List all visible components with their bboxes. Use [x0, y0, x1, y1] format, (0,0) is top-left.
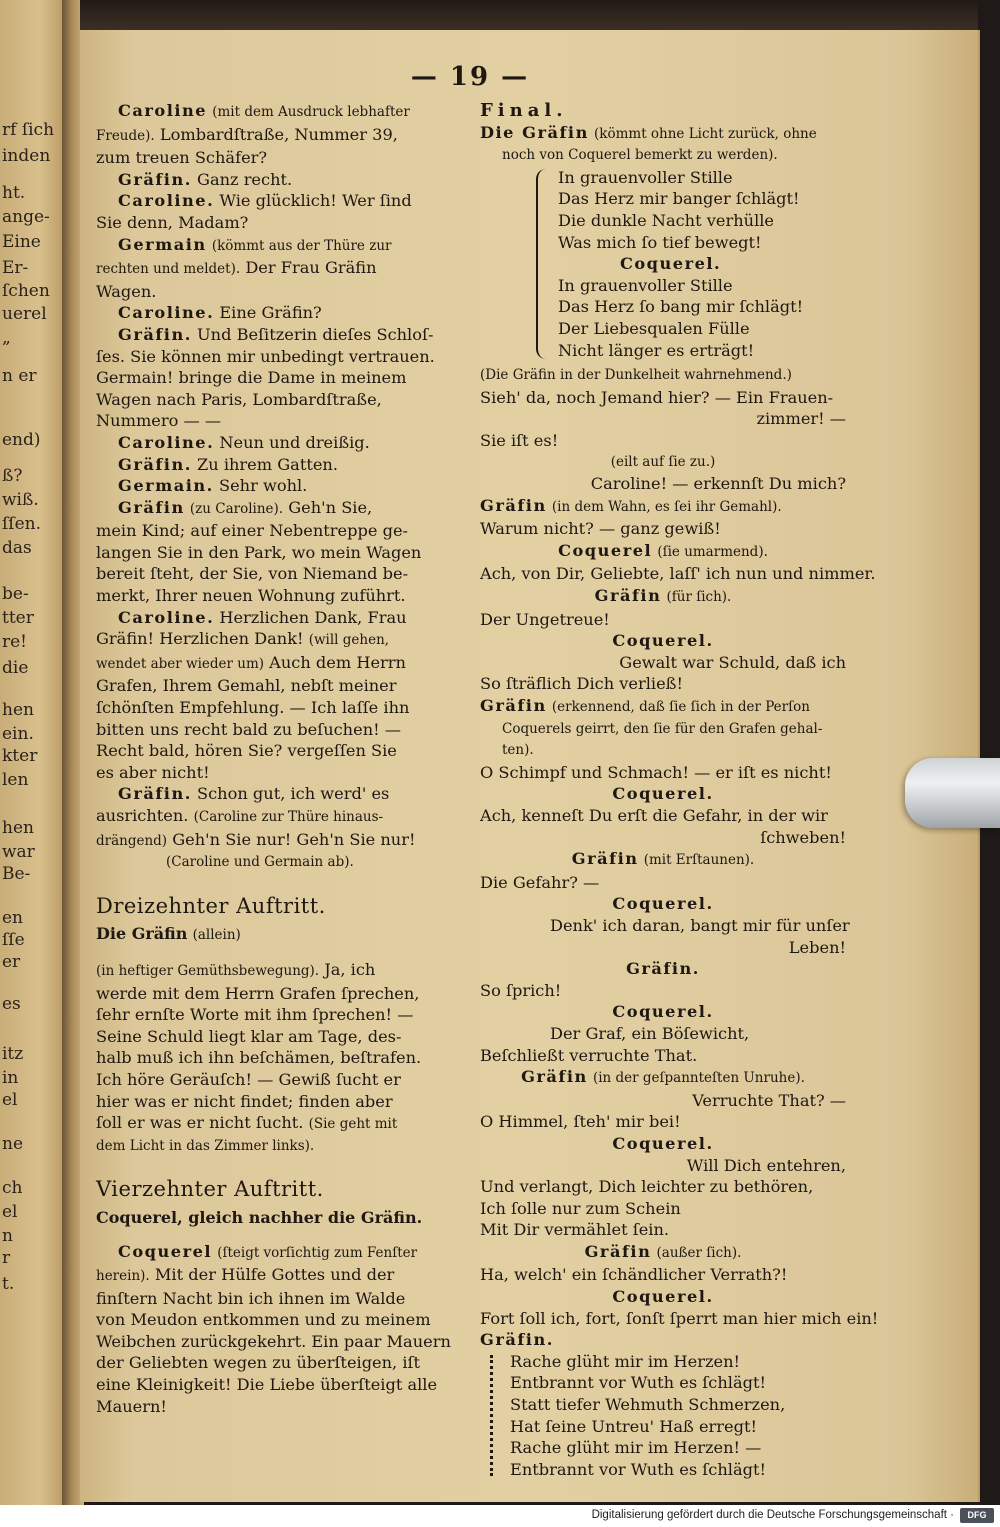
dialogue-line: Wagen.	[96, 281, 157, 301]
left-page-text-fragment: en	[2, 908, 24, 928]
stage-direction: (Caroline zur Thüre hinaus-	[193, 809, 384, 825]
dialogue-line: So ſprich!	[480, 980, 562, 1000]
dialogue-line: Grafen, Ihrem Gemahl, nebſt meiner	[96, 676, 397, 696]
left-page-text-fragment: ein.	[2, 724, 34, 744]
paragraph-germain-2	[96, 475, 464, 497]
stage-direction: dem Licht in das Zimmer links).	[96, 1137, 315, 1154]
dialogue-line: ausrichten.	[96, 806, 189, 825]
stage-direction: herein).	[96, 1268, 150, 1285]
dialogue-line: Mit der Hülfe Gottes und der	[154, 1265, 395, 1285]
speaker-name: Coquerel.	[612, 631, 714, 651]
speaker-name: Caroline.	[118, 432, 215, 452]
left-page-text-fragment: es	[2, 994, 21, 1014]
verse-line: Statt tiefer Wehmuth Schmerzen,	[510, 1395, 786, 1415]
stage-direction: (in dem Wahn, es ſei ihr Gemahl).	[551, 498, 782, 515]
paragraph-grafin-3	[96, 454, 464, 476]
dialogue-line: halb muß ich ihn beſchämen, beſtrafen.	[96, 1048, 422, 1068]
stage-direction: Coquerels geirrt, den ſie für den Grafen gehal-	[502, 720, 823, 737]
dialogue-line: bitten uns recht bald zu beſuchen! —	[96, 719, 401, 739]
paragraph-grafin-4	[96, 497, 464, 607]
dialogue-line: eine Kleinigkeit! Die Liebe überſteigt alle	[96, 1375, 438, 1395]
stage-direction: (Die Gräfin in der Dunkelheit wahrnehmend.)	[480, 367, 792, 384]
dialogue-line: Mauern!	[96, 1396, 167, 1416]
verse-line: Der Liebesqualen Fülle	[558, 318, 750, 338]
verse-line: Rache glüht mir im Herzen! —	[510, 1438, 762, 1458]
speaker-name: Gräfin.	[480, 1330, 554, 1350]
left-page-text-fragment: er	[2, 952, 21, 972]
dialogue-line: hier was er nicht findet; finden aber	[96, 1091, 393, 1111]
stage-direction: drängend)	[96, 832, 168, 849]
left-page-text-fragment: el	[2, 1090, 18, 1110]
verse-block-3	[480, 1351, 846, 1481]
dialogue-line: Sieh' da, noch Jemand hier? — Ein Frauen-	[480, 387, 834, 407]
verse-line: Entbrannt vor Wuth es ſchlägt!	[510, 1373, 766, 1393]
dialogue-line: Sie iſt es!	[480, 430, 559, 450]
left-page-text-fragment: r	[2, 1248, 11, 1268]
stage-direction: (erkennend, daß ſie ſich in der Perſon	[551, 699, 810, 716]
speaker-name: Caroline.	[118, 191, 215, 211]
left-page-text-fragment: Er-	[2, 258, 29, 278]
left-page-text-fragment: ſchen	[2, 281, 50, 301]
coquerel-lines-1	[480, 387, 846, 495]
dialogue-line: Und Beſitzerin dieſes Schloſ-	[197, 324, 434, 344]
grafin-reply-1	[480, 495, 846, 540]
left-page-fragment	[0, 0, 66, 1505]
footer-credit: Digitalisierung gefördert durch die Deutsche Forschungsgemeinschaft ·	[591, 1509, 954, 1521]
dialogue-line: Geh'n Sie nur! Geh'n Sie nur!	[172, 829, 416, 849]
dialogue-line: Zu ihrem Gatten.	[197, 454, 338, 474]
verse-line: Entbrannt vor Wuth es ſchlägt!	[510, 1459, 766, 1479]
speaker-name: Coquerel.	[612, 784, 714, 804]
dialogue-line: ſchweben!	[760, 827, 846, 847]
paragraph-grafin-monologue	[96, 959, 464, 1157]
dialogue-line: So ſträflich Dich verließ!	[480, 674, 683, 694]
dialogue-line: zum treuen Schäfer?	[96, 148, 268, 168]
stage-direction: (kömmt aus der Thüre zur	[211, 237, 392, 254]
left-page-text-fragment: Eine	[2, 232, 41, 252]
final-intro	[480, 122, 846, 167]
stage-direction: (ſie umarmend).	[657, 543, 768, 560]
speaker-name: Coquerel.	[612, 1002, 714, 1022]
left-page-text-fragment: uerel	[2, 304, 47, 324]
speaker-name: Gräfin	[571, 849, 639, 869]
left-page-text-fragment: hen	[2, 700, 34, 720]
speaker-name: Gräfin.	[118, 454, 192, 474]
page-top-shadow	[80, 0, 978, 30]
stage-direction: (in heftiger Gemüthsbewegung).	[96, 962, 320, 979]
dialogue-line: Germain! bringe die Dame in meinem	[96, 368, 407, 388]
dfg-logo: DFG	[960, 1508, 994, 1523]
dialogue-line: der Geliebten wegen zu überſteigen, iſt	[96, 1353, 421, 1373]
speaker-name: Die Gräfin	[480, 122, 589, 142]
dialogue-line: ſchönſten Empfehlung. — Ich laſſe ihn	[96, 698, 410, 718]
dialogue-line: Auch dem Herrn	[269, 652, 406, 672]
dialogue-line: ſoll er was er nicht ſucht.	[96, 1113, 304, 1133]
scene-title: Dreizehnter Auftritt.	[96, 893, 326, 918]
left-page-text-fragment: ß?	[2, 466, 23, 486]
grafin-reply-7	[480, 1241, 846, 1286]
dialogue-line: Schon gut, ich werd' es	[197, 784, 390, 804]
dialogue-line: bereit ſteht, der Sie, von Niemand be-	[96, 564, 409, 584]
paragraph-grafin-2	[96, 324, 464, 432]
left-page-text-fragment: ſſe	[2, 930, 25, 950]
verse-line: Das Herz ſo bang mir ſchlägt!	[558, 297, 804, 317]
dialogue-line: Sie denn, Madam?	[96, 212, 249, 232]
left-page-text-fragment: re!	[2, 632, 28, 652]
left-page-text-fragment: in	[2, 1068, 19, 1088]
paragraph-caroline-3	[96, 302, 464, 324]
left-page-text-fragment: ch	[2, 1178, 23, 1198]
speaker-name: Gräfin	[480, 495, 547, 515]
speaker-name: Coquerel.	[612, 1133, 714, 1153]
dialogue-line: Ich ſolle nur zum Schein	[480, 1198, 681, 1218]
left-page-text-fragment: t.	[2, 1274, 15, 1294]
verse-line: Was mich ſo tief bewegt!	[558, 232, 762, 252]
dialogue-line: zimmer! —	[756, 409, 846, 429]
dialogue-line: Eine Gräfin?	[219, 303, 322, 323]
left-page-text-fragment: kter	[2, 746, 38, 766]
dialogue-line: Der Frau Gräfin	[245, 258, 377, 278]
speaker-name: Coquerel.	[612, 894, 714, 914]
dialogue-line: von Meudon entkommen und zu meinem	[96, 1310, 431, 1330]
verse-bar-decoration	[490, 1355, 493, 1477]
grafin-reply-4	[480, 848, 846, 893]
verse-line: In grauenvoller Stille	[558, 275, 733, 295]
speaker-name: Coquerel.	[620, 254, 722, 274]
left-page-text-fragment: „	[2, 328, 11, 348]
dialogue-line: Denk' ich daran, bangt mir für unſer	[550, 915, 850, 935]
scene-subtitle	[96, 923, 464, 947]
scene-subtitle: Coquerel, gleich nachher die Gräfin.	[96, 1207, 423, 1227]
speaker-name: Coquerel	[558, 540, 653, 560]
dialogue-line: Sehr wohl.	[218, 476, 308, 496]
left-page-text-fragment: itz	[2, 1044, 24, 1064]
dialogue-line: Ach, kenneſt Du erſt die Gefahr, in der wir	[480, 806, 828, 825]
dialogue-line: Ach, von Dir, Geliebte, laſſ' ich nun und nimmer.	[480, 564, 876, 584]
dialogue-line: Ganz recht.	[197, 169, 293, 189]
section-title-final: Final.	[480, 100, 568, 121]
dialogue-line: Recht bald, hören Sie? vergeſſen Sie	[96, 741, 397, 761]
speaker-name: Caroline	[118, 101, 208, 120]
speaker-name: Germain.	[118, 476, 214, 496]
verse-line: Das Herz mir banger ſchlägt!	[558, 189, 800, 209]
coquerel-lines-7	[480, 1133, 846, 1241]
dialogue-line: Ich höre Geräuſch! — Gewiß ſucht er	[96, 1069, 401, 1089]
dialogue-line: Die Gefahr? —	[480, 872, 600, 892]
paragraph-caroline-5	[96, 607, 464, 784]
left-page-text-fragment: ſſen.	[2, 514, 41, 534]
dialogue-line: Seine Schuld liegt klar am Tage, des-	[96, 1026, 402, 1046]
dialogue-line: Ha, welch' ein ſchändlicher Verrath?!	[480, 1265, 788, 1285]
page-clip	[905, 758, 1000, 828]
stage-direction: (außer ſich).	[656, 1244, 742, 1261]
dialogue-line: Wagen nach Paris, Lombardſtraße,	[96, 389, 382, 409]
dialogue-line: finſtern Nacht bin ich ihnen im Walde	[96, 1288, 406, 1308]
stage-direction: (in der geſpannteſten Unruhe).	[592, 1070, 805, 1087]
stage-direction: (kömmt ohne Licht zurück, ohne	[594, 125, 817, 142]
stage-direction: (mit dem Ausdruck lebhafter	[212, 104, 410, 120]
brace-decoration	[536, 169, 550, 359]
speaker-name: Caroline.	[118, 303, 215, 323]
left-page-text-fragment: ht.	[2, 183, 26, 203]
dialogue-line: Caroline! — erkennſt Du mich?	[590, 474, 846, 494]
dialogue-line: werde mit dem Herrn Grafen ſprechen,	[96, 983, 420, 1003]
dialogue-line: Der Ungetreue!	[480, 609, 610, 629]
left-page-text-fragment: end)	[2, 430, 41, 450]
coquerel-lines-5	[480, 893, 850, 958]
paragraph-grafin-5	[96, 783, 464, 873]
speaker-name: Gräfin	[480, 696, 547, 716]
dialogue-line: Nummero — —	[96, 411, 222, 431]
grafin-reply-2	[480, 585, 846, 630]
dialogue-line: Gewalt war Schuld, daß ich	[619, 652, 846, 672]
dialogue-line: Wie glücklich! Wer ſind	[219, 191, 412, 211]
stage-direction: rechten und meldet).	[96, 261, 241, 278]
stage-direction: (Sie geht mit	[308, 1116, 398, 1133]
dialogue-line: Und verlangt, Dich leichter zu bethören,	[480, 1177, 814, 1197]
dialogue-line: Fort ſoll ich, fort, ſonſt ſperrt man hier mich ein!	[480, 1308, 879, 1328]
speaker-name: Gräfin	[584, 1241, 652, 1261]
left-page-text-fragment: ne	[2, 1134, 24, 1154]
stage-direction: noch von Coquerel bemerkt zu werden).	[502, 147, 778, 164]
verse-line: Nicht länger es erträgt!	[558, 340, 755, 360]
paragraph-caroline-2	[96, 190, 464, 233]
grafin-reply-6	[480, 1066, 846, 1133]
footer-bar	[0, 1505, 1000, 1527]
paragraph-grafin-1	[96, 169, 464, 191]
coquerel-lines-4	[480, 783, 846, 848]
speaker-name: Gräfin.	[118, 324, 192, 344]
left-page-text-fragment: die	[2, 658, 29, 678]
right-column	[480, 100, 879, 1480]
left-page-text-fragment: el	[2, 1202, 18, 1222]
left-page-text-fragment: tter	[2, 608, 34, 628]
left-page-text-fragment: hen	[2, 818, 34, 838]
speaker-name: Gräfin	[521, 1067, 588, 1087]
speaker-name: Caroline.	[118, 607, 215, 627]
dialogue-line: Leben!	[788, 937, 846, 957]
dialogue-line: O Himmel, ſteh' mir bei!	[480, 1112, 681, 1132]
scene-title: Vierzehnter Auftritt.	[96, 1177, 324, 1202]
stage-direction: (Caroline und Germain ab).	[166, 854, 354, 871]
speaker-name: Gräfin	[594, 586, 662, 606]
paragraph-germain-1	[96, 234, 464, 303]
stage-direction: (mit Erſtaunen).	[643, 852, 755, 869]
dialogue-line: Verruchte That? —	[692, 1090, 846, 1110]
dialogue-line: Herzlichen Dank, Frau	[219, 607, 407, 627]
dialogue-line: Weibchen zurückgekehrt. Ein paar Mauern	[96, 1331, 451, 1351]
paragraph-caroline-1	[96, 100, 464, 169]
coquerel-lines-6	[480, 1001, 846, 1066]
left-page-text-fragment: war	[2, 842, 35, 862]
left-page-text-fragment: das	[2, 538, 32, 558]
grafin-reply-5	[480, 958, 846, 1001]
verse-line: Die dunkle Nacht verhülle	[558, 210, 775, 230]
verse-line: Rache glüht mir im Herzen!	[510, 1351, 741, 1371]
speaker-name: Gräfin	[118, 497, 185, 517]
dialogue-line: Gräfin! Herzlichen Dank!	[96, 629, 304, 649]
stage-direction: (zu Caroline).	[189, 500, 284, 517]
dialogue-line: Mit Dir vermählet ſein.	[480, 1220, 670, 1240]
dialogue-line: Neun und dreißig.	[219, 432, 370, 452]
dialogue-line: Ja, ich	[324, 959, 376, 979]
dialogue-line: Beſchließt verruchte That.	[480, 1045, 698, 1065]
speaker-name: Germain	[118, 234, 207, 254]
left-page-text-fragment: be-	[2, 584, 29, 604]
left-page-text-fragment: Be-	[2, 864, 31, 884]
speaker-name: Coquerel	[118, 1241, 213, 1261]
left-page-text-fragment: n er	[2, 366, 37, 386]
left-page-text-fragment: ange-	[2, 207, 50, 227]
verse-line: In grauenvoller Stille	[558, 167, 733, 187]
left-page-text-fragment: len	[2, 770, 29, 790]
dialogue-line: ſehr ernſte Worte mit ihm ſprechen! —	[96, 1005, 414, 1025]
dialogue-line: langen Sie in den Park, wo mein Wagen	[96, 542, 422, 562]
left-page-text-fragment: wiß.	[2, 490, 39, 510]
dialogue-line: ſes. Sie können mir unbedingt vertrauen.	[96, 346, 435, 366]
left-page-text-fragment: rf ſich	[2, 120, 55, 140]
stage-direction: (allein)	[192, 927, 241, 944]
dialogue-line: O Schimpf und Schmach! — er iſt es nicht!	[480, 762, 832, 782]
speaker-name: Gräfin.	[118, 169, 192, 189]
left-page-text-fragment: inden	[2, 146, 51, 166]
page-number: — 19 —	[410, 62, 530, 92]
dialogue-line: Lombardſtraße, Nummer 39,	[159, 124, 398, 144]
verse-line: Hat ſeine Untreu' Haß erregt!	[510, 1416, 757, 1436]
verse-block-1	[480, 167, 846, 361]
paragraph-caroline-4	[96, 432, 464, 454]
dialogue-line: Will Dich entehren,	[686, 1155, 846, 1175]
stage-direction: ten).	[502, 742, 534, 759]
dialogue-line: Warum nicht? — ganz gewiß!	[480, 519, 721, 539]
stage-direction: Freude).	[96, 127, 155, 144]
grafin-reply-3	[480, 695, 846, 783]
speaker-name: Coquerel.	[612, 1287, 714, 1307]
left-column	[96, 100, 464, 1417]
stage-direction: wendet aber wieder um)	[96, 655, 265, 672]
speaker-name: Gräfin.	[118, 784, 192, 804]
scene-characters: Die Gräfin	[96, 924, 188, 944]
dialogue-line: es aber nicht!	[96, 762, 210, 782]
speaker-name: Gräfin.	[626, 959, 700, 979]
left-page-text-fragment: n	[2, 1226, 13, 1246]
coquerel-lines-3	[480, 630, 846, 695]
paragraph-coquerel-monologue	[96, 1241, 464, 1418]
stage-direction: (ſteigt vorſichtig zum Fenſter	[217, 1244, 418, 1261]
dialogue-line: Geh'n Sie,	[288, 497, 373, 517]
dialogue-line: mein Kind; auf einer Nebentreppe ge-	[96, 521, 408, 541]
stage-direction: (will gehen,	[308, 632, 390, 649]
stage-direction: (für ſich).	[666, 589, 732, 606]
dialogue-line: Der Graf, ein Böſewicht,	[550, 1023, 750, 1043]
dialogue-line: merkt, Ihrer neuen Wohnung zuführt.	[96, 586, 406, 606]
coquerel-lines-2	[480, 540, 876, 585]
coquerel-lines-8	[480, 1286, 879, 1329]
stage-direction: (eilt auf ſie zu.)	[610, 453, 716, 470]
